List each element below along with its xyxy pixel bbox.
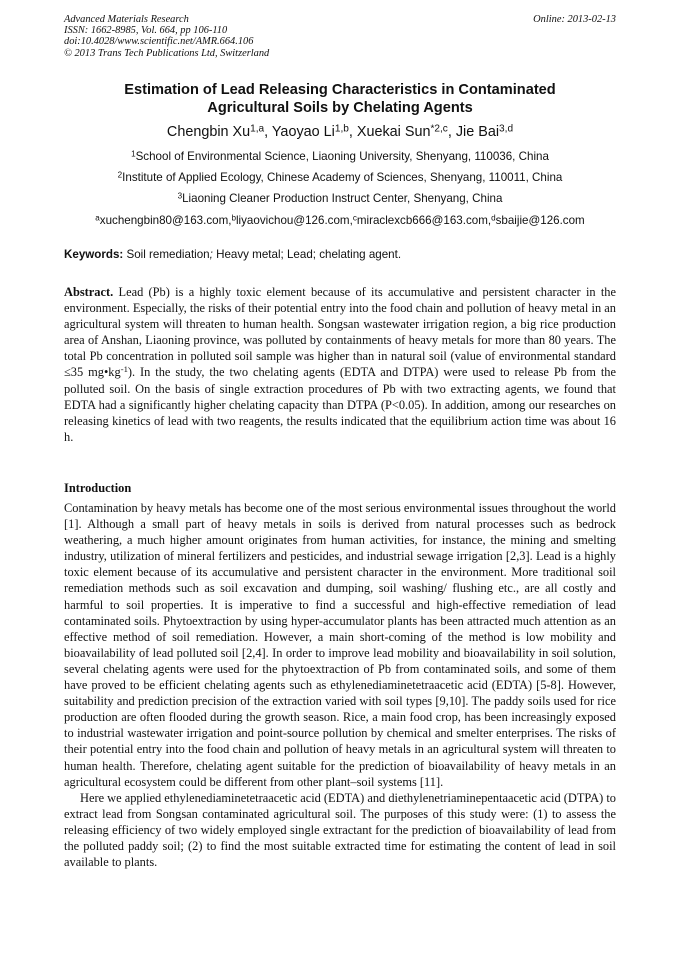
affiliation-3: [64, 192, 616, 206]
author-sep: ,: [447, 124, 456, 140]
keywords-text-1: Soil remediation: [123, 248, 210, 261]
author-sup: 3,d: [499, 123, 514, 135]
intro-paragraph-2: Here we applied ethylenediaminetetraacetic acid (EDTA) and diethylenetriaminepentaacetic acid (DTPA) to extract lead from Songsan contaminated agricultural soil. The purposes of this study were: (1) to assess the releasing efficiency of two widely employed single extractant for the prediction of bioavailability of lead from the polluted paddy soil; (2) to find the most suitable extracted time for estimating the content of lead in soil available to plants.: [64, 790, 616, 870]
email-link[interactable]: sbaijie@126.com: [495, 214, 585, 227]
affiliation-text: School of Environmental Science, Liaoning University, Shenyang, 110036, China: [135, 150, 549, 163]
email-link[interactable]: miraclexcb666@163.com,: [356, 214, 492, 227]
email-list: [64, 214, 616, 228]
keywords-label: Keywords:: [64, 248, 124, 261]
author-list: [64, 123, 616, 141]
keywords-separator: ;: [209, 248, 213, 261]
affiliation-sup: 3: [177, 191, 183, 201]
copyright-line: © 2013 Trans Tech Publications Ltd, Switzerland: [64, 47, 270, 59]
email-link[interactable]: liyaovichou@126.com,: [235, 214, 353, 227]
introduction-heading: Introduction: [64, 481, 132, 495]
author-name: Chengbin Xu: [166, 124, 251, 140]
keywords: [64, 248, 616, 262]
email-sup: d: [491, 213, 496, 223]
journal-name: Advanced Materials Research: [64, 14, 189, 25]
author-name: Yaoyao Li: [271, 124, 335, 140]
abstract: [64, 284, 616, 445]
issn-line: ISSN: 1662-8985, Vol. 664, pp 106-110: [64, 25, 228, 37]
author-sup: *2,c: [430, 123, 448, 135]
email-sup: a: [95, 213, 100, 223]
doi-line: doi:10.4028/www.scientific.net/AMR.664.106: [64, 36, 254, 48]
author-sup: 1,a: [250, 123, 265, 135]
affiliation-text: Institute of Applied Ecology, Chinese Academy of Sciences, Shenyang, 110011, China: [122, 171, 563, 184]
email-sup: b: [231, 213, 236, 223]
abstract-text-a: Lead (Pb) is a highly toxic element because of its accumulative and persistent character in the environment. Especially, the risks of their potential entry into the food chain and pollution of heavy metal in an agricultural system will threaten to human health. Songsan wastewater irrigation region, a big rice production area of Anshan, Liaoning province, was polluted by containments of heavy metals for more than 80 years. The total Pb concentration in polluted soil sample was higher than in natural soil (value of environmental standard ≤35 mg•kg: [64, 285, 616, 380]
author-name: Xuekai Sun: [356, 124, 431, 140]
abstract-label: Abstract.: [64, 285, 114, 299]
paper-title: [64, 82, 616, 117]
affiliation-sup: 2: [117, 170, 123, 180]
affiliation-text: Liaoning Cleaner Production Instruct Center, Shenyang, China: [182, 192, 503, 205]
author-sup: 1,b: [334, 123, 349, 135]
intro-paragraph-1: Contamination by heavy metals has become one of the most serious environmental issues throughout the world [1]. Although a small part of heavy metals in soils is derived from natural processes such as bedrock weathering, a much higher amount originates from human activities, for instance, the mining and smelting industry, utilization of mineral fertilizers and pesticides, and industrial sewage irrigation [2,3]. Lead is a highly toxic element because of its accumulative and persistent character in the environment. More traditional soil remediation methods such as soil excavation and dumping, soil washing/ flushing etc., are all costly and harmful to soil properties. It is imperative to find a successful and high-effective remediation of lead contaminated soils. Phytoextraction by using hyper-accumulator plants has been attracted much attention as an effective method of soil remediation. However, a main short-coming of the method is low mobility and bioavailability of lead polluted soil [2,4]. In order to improve lead mobility and bioavailability in soil solution, several chelating agents were used for the phytoextraction of Pb from contaminated soils, and some of them have proved to be efficient chelating agents such as ethylenediaminetetraacetic acid (EDTA) [5-8]. However, suitability and prediction precision of the extraction varied with soil types [9,10]. The paddy soils used for rice production are often flooded during the growth season. Rice, a main food crop, has been increasingly exposed to industrial wastewater irrigation and point-source pollution by chemical and smelter enterprises. The risks of their potential entry into the food chain and pollution of heavy metals in an agricultural system will threaten to human health. Therefore, chelating agent suitable for the prediction of bioavailability of heavy metals in an agricultural ecosystem could be different from other plant–soil systems [11].: [64, 501, 616, 789]
email-link[interactable]: xuchengbin80@163.com,: [99, 214, 232, 227]
abstract-text-b: ). In the study, the two chelating agents (EDTA and DTPA) were used to release Pb from the polluted soil. On the basis of single extraction procedures of Pb with two extracting agents, we found that EDTA had a significantly higher chelating capacity than DTPA (P<0.05). In addition, among our researches on releasing kinetics of lead with two reagents, the results indicated that the equilibrium action time was about 16 h.: [64, 365, 616, 444]
abstract-superscript: -1: [120, 364, 128, 375]
journal-header: [64, 14, 616, 59]
title-line-2: Agricultural Soils by Chelating Agents: [207, 99, 473, 116]
affiliation-sup: 1: [131, 149, 136, 159]
affiliation-2: [64, 171, 616, 185]
author-sep: ,: [264, 124, 272, 140]
author-name: Jie Bai: [455, 124, 500, 140]
email-sup: c: [352, 213, 357, 223]
affiliation-1: [64, 150, 616, 164]
introduction-body: [64, 500, 616, 870]
author-sep: ,: [348, 124, 357, 140]
keywords-text-2: Heavy metal; Lead; chelating agent.: [212, 248, 402, 261]
online-date: Online: 2013-02-13: [533, 14, 616, 25]
title-line-1: Estimation of Lead Releasing Characteristics in Contaminated: [124, 82, 556, 98]
